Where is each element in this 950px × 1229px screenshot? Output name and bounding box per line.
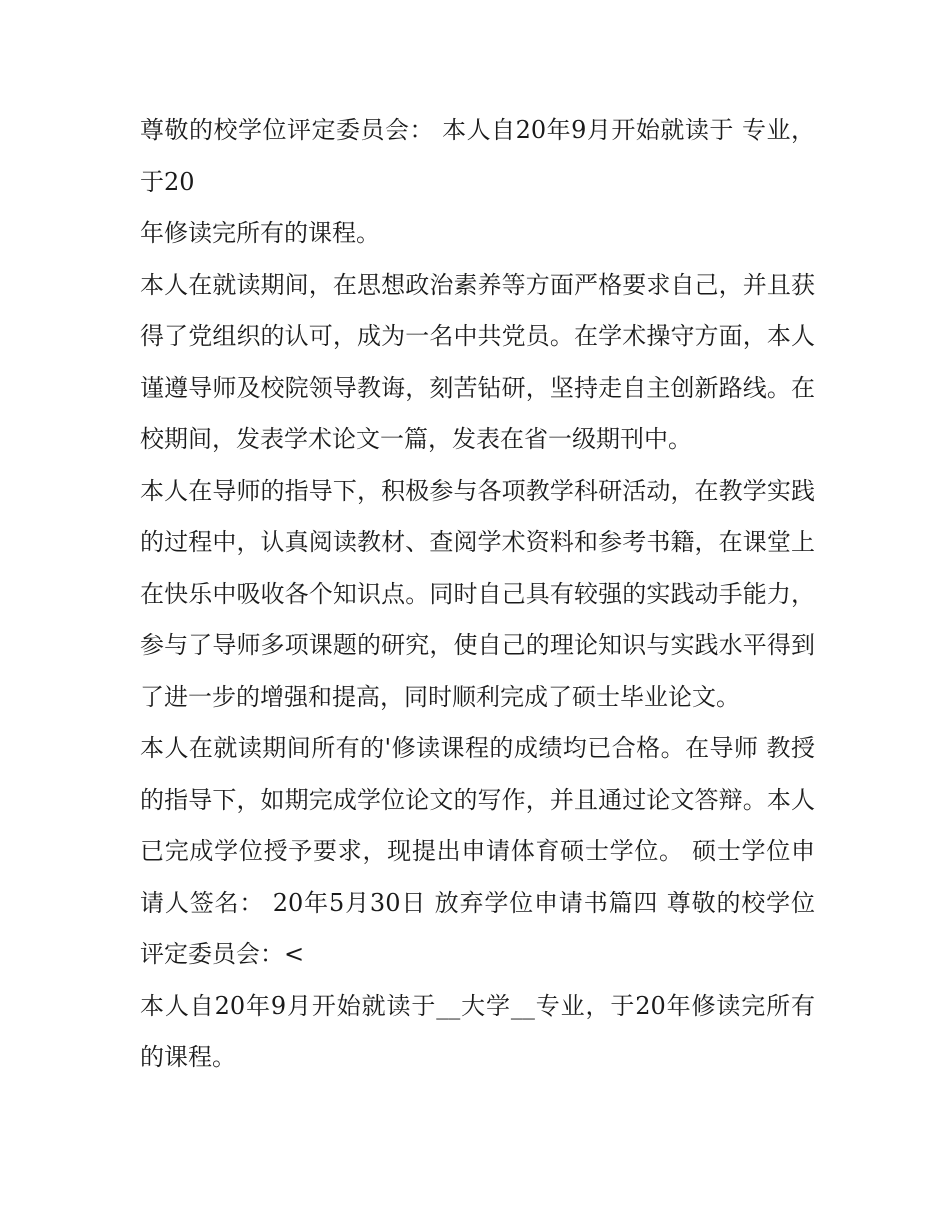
paragraph-salutation: 尊敬的校学位评定委员会： 本人自20年9月开始就读于 专业，于20: [140, 116, 815, 196]
paragraph-second-letter-start: 本人自20年9月开始就读于__大学__专业，于20年修读完所有的课程。: [140, 991, 815, 1071]
paragraph-completion-application: 本人在就读期间所有的'修读课程的成绩均已合格。在导师 教授的指导下，如期完成学位论文的写作，并且通过论文答辩。本人已完成学位授予要求，现提出申请体育硕士学位。 硕士学位申请人签名： 20年5月30日 放弃学位申请书篇四 尊敬的校学位评定委员会：<: [140, 734, 815, 968]
paragraph-courses: 年修读完所有的课程。: [140, 219, 380, 247]
paragraph-research-practice: 本人在导师的指导下，积极参与各项教学科研活动，在教学实践的过程中，认真阅读教材、查阅学术资料和参考书籍，在课堂上在快乐中吸收各个知识点。同时自己具有较强的实践动手能力，参与了导师多项课题的研究，使自己的理论知识与实践水平得到了进一步的增强和提高，同时顺利完成了硕士毕业论文。: [140, 476, 815, 711]
document-body: [140, 105, 815, 1084]
paragraph-political-academic: 本人在就读期间，在思想政治素养等方面严格要求自己，并且获得了党组织的认可，成为一名中共党员。在学术操守方面，本人谨遵导师及校院领导教诲，刻苦钻研，坚持走自主创新路线。在校期间，发表学术论文一篇，发表在省一级期刊中。: [140, 270, 815, 453]
